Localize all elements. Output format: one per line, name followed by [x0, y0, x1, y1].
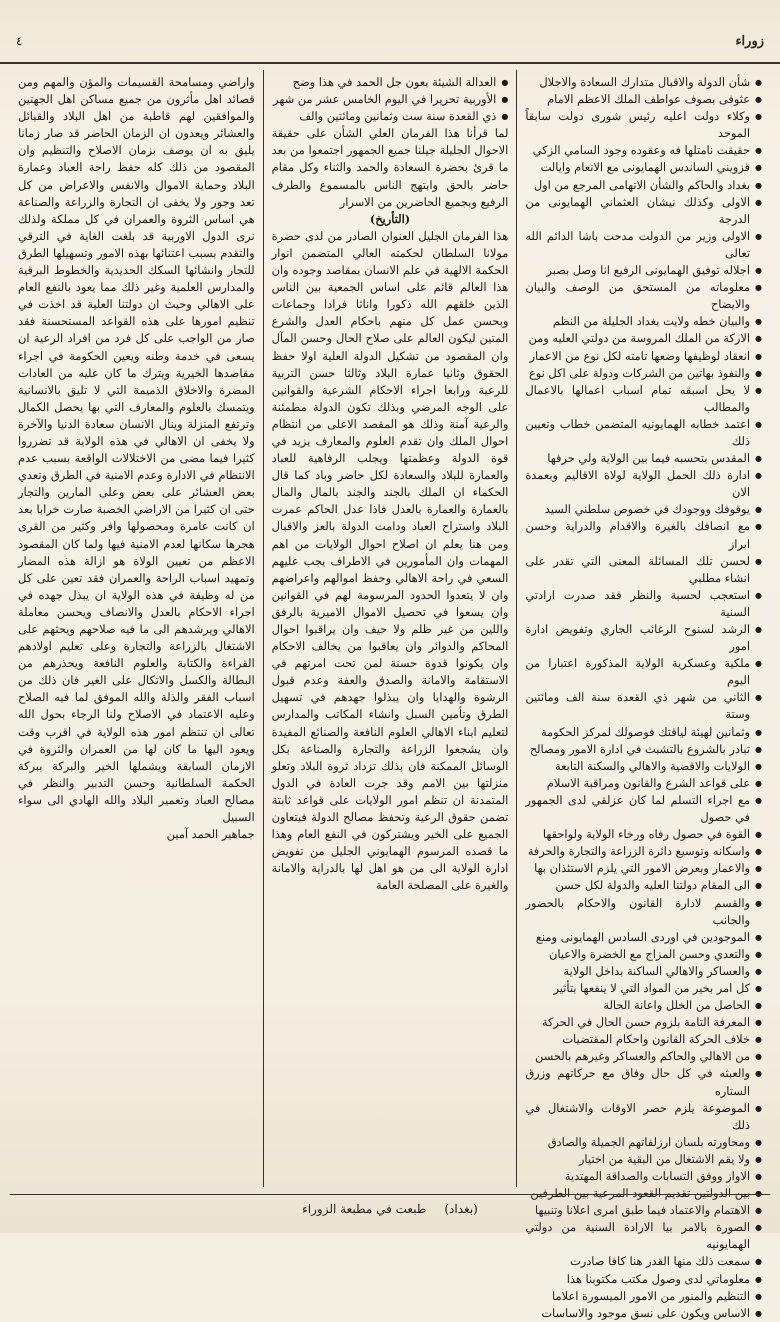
decree-list-item: ● استعجب لحسبة والنظر فقد صدرت ارادتي السنية — [525, 587, 762, 621]
decree-list — [525, 74, 762, 1322]
decree-list-item: ● وكلاء دولت اعليه رئيس شورى دولت سابقاً الموحد — [525, 108, 762, 142]
decree-list-item: ● التنظيم والمنور من الامور الميسورة اعلاما — [525, 1288, 762, 1305]
decree-list-item: ● ومحاورته بلسان ارزلفاتهم الجميلة والصادق — [525, 1134, 762, 1151]
decree-list-item: ● والنفوذ بهاتين من الشركات ودولة على اكل نوع — [525, 365, 762, 382]
decree-list-item: ● الحاصل من الخلل واعانة الحالة — [525, 997, 762, 1014]
middle-list-item: ● ذي القعدة سنة ست وثمانين ومائتين والف — [272, 108, 509, 125]
decree-list-item: ● حقيقت نامتلها فه وعقوده وجود السامي الزكي — [525, 142, 762, 159]
column-right — [517, 70, 770, 1320]
decree-list-item: ● معلوماته من المستحق من الوصف والبيان والايضاح — [525, 279, 762, 313]
middle-list-item: ● العدالة الشيئة بعون جل الحمد في هذا وضح — [272, 74, 509, 91]
decree-list-item: ● خلاف الحركة القانون واحكام المقتضيات — [525, 1031, 762, 1048]
decree-list-item: ● الموجودين في اوردى السادس الهمايونى ومنع — [525, 929, 762, 946]
decree-list-item: ● ولا يقم الاشتغال من البقية من اختيار — [525, 1151, 762, 1168]
decree-list-item: ● معلوماتي لدى وصول مكتب مكتوبنا هذا — [525, 1271, 762, 1288]
footer-press: طبعت في مطبعة الزوراء — [302, 1202, 427, 1216]
left-closing: جماهير الحمد آمين — [166, 827, 255, 842]
decree-list-item: ● ادارة ذلك الحمل الولاية لولاة الاقاليم وبعمدة الان — [525, 467, 762, 501]
decree-list-item: ● بين الدولتين تقديم القعود المرعية بين الطرفين — [525, 1185, 762, 1202]
decree-list-item: ● والعساكر والاهالي الساكنة بداخل الولاية — [525, 963, 762, 980]
middle-top-list — [272, 74, 509, 125]
decree-list-item: ● الولايات والاقضية والاهالي والسكنة التابعة — [525, 758, 762, 775]
decree-list-item: ● يوقوفك ووجودك في خصوص سلطني السيد — [525, 501, 762, 518]
decree-list-item: ● المقدس بتحسبه فيما بين الولاية ولي حرفها — [525, 450, 762, 467]
decree-list-item: ● اجلاله توفيق الهمايونى الرفيع انا وصل بصبر — [525, 262, 762, 279]
middle-body: هذا الفرمان الجليل العنوان الصادر من لدى حضرة مولانا السلطان لحكمته العالي المتضمن انوار الحكمة الالهية في علم الانسان بمقاصد وجوده وان هذا العالم قائم على اساس الجمعية بين الناس الذين خلقهم الله ذكورا واناثا فرادا وجماعات وبحسن عمل كل منهم باحكام العدل والشرع المتين ليكون العالم على صلاح الحال وحسن المآل وان المقصود من تشكيل الدولة العلية اولا حفظ الحقوق وثانيا عمارة البلاد وثالثا حسن التربية للرعية ورابعا اجراء الاحكام الشرعية والقوانين على الوجه المرضي وبذلك تكون الدولة مطمئنة والرعية آمنة وذلك هو المقصد الاعلى من انتظام احوال الملك وان تقدم العلوم والمعارف يزيد في قوة الدولة وعظمتها ويجلب الرفاهية للعباد والعمارة للبلاد والسعادة لكل حاضر وباد كما قال الحكماء ان الملك بالجند والجند بالمال والمال بالعمارة والعمارة بالعدل فاذا عدل الحاكم عمرت البلاد واستراح العباد ودامت الدولة بالعز والاقبال ومن هنا يعلم ان اصلاح احوال الولايات من اهم المهمات وان المأمورين في الاطراف يجب عليهم السعي في راحة الاهالي وحفظ اموالهم واعراضهم وان لا يتعدوا الحدود المرسومة لهم في القوانين وان يسعوا في تحصيل الاموال الاميرية بالرفق واللين من غير ظلم ولا حيف وان يراقبوا احوال المحاكم والدوائر وان يعاقبوا من يخالف الاحكام وان يكونوا قدوة حسنة لمن تحت امرتهم في الاستقامة والامانة والصدق والعفة وعدم قبول الرشوة والهدايا وان يبذلوا جهدهم في تسهيل الطرق وتأمين السبل وانشاء المكاتب والمدارس لتعليم ابناء الاهالي العلوم النافعة والصنائع المفيدة وان يشجعوا الزراعة والتجارة والصناعة بكل الوسائل الممكنة فان بذلك تزداد ثروة البلاد وتعلو منزلتها بين الامم وقد جرت العادة في الدول المتمدنة ان تنظم امور الولايات على قواعد ثابتة تضمن حقوق الرعية وتحفظ مصالح الدولة فيتعاون الجميع على الخير ويشتركون في النفع العام وهذا ما قصده المرسوم الهمايوني الجليل من تفويض ادارة الولاية الى من هو اهل لها بالدراية والامانة والغيرة على المصلحة العامة — [271, 228, 509, 893]
decree-list-item: ● واسكانه وتوسيع دائرة الزراعة والتجارة والحرفة — [525, 843, 762, 860]
decree-list-item: ● المعرفة التامة بلزوم حسن الحال في الحركة — [525, 1014, 762, 1031]
page-corner-mark: ٤ — [16, 34, 23, 48]
decree-list-item: ● الاولى وزير من الدولت مدحت باشا الدائم الله تعالى — [525, 228, 762, 262]
footer-city: (بغداد) — [444, 1202, 478, 1216]
decree-list-item: ● وثمانين لهيئة لياقتك فوصولك لمركز الحكومة — [525, 724, 762, 741]
decree-list-item: ● قزويني الساندس الهمايونى مع الانعام وايالت — [525, 159, 762, 176]
decree-list-item: ● اعتمد خطابه الهمايونيه المتضمن خطاب وتعيين ذلك — [525, 416, 762, 450]
decree-list-item: ● لحسن تلك المسائلة المعنى التي تقدر على انشاء مطلبي — [525, 553, 762, 587]
decree-list-item: ● الاهتمام والاعتماد فيما طبق امرى اعلانا وتنبيها — [525, 1202, 762, 1219]
decree-list-item: ● والعبثه في كل حال وفاق مع حركاتهم وزرق الستاره — [525, 1065, 762, 1099]
decree-list-item: ● بغداد والحاكم والشأن الاتهامى المرجع من اول — [525, 177, 762, 194]
decree-list-item: ● والبيان خطه ولايت بغداد الجليلة من النظم — [525, 313, 762, 330]
decree-list-item: ● الاولى وكذلك نيشان العثماني الهمايونى من الدرجة — [525, 194, 762, 228]
decree-list-item: ● الثاني من شهر ذي القعدة سنة الف ومائتين وستة — [525, 689, 762, 723]
decree-list-item: ● الاركة من الملك المروسة من دولتي العليه ومن — [525, 330, 762, 347]
page-footer — [10, 1194, 770, 1223]
left-body: واراضي ومسامحة القسيمات والمؤن والمهم ومن قصائد اهل مأثرون من جميع مساكن اهل الجهتين والموافقين لهم قاطبة من اهل البلاد والقبائل والعشائر ويعدون ان الزمان الحاضر قد صار زمانا يليق به ان يوصف بزمان الاصلاح والتنظيم وان المقصود من ذلك كله حفظ راحة العباد وعمارة البلاد وحماية الاموال والانفس والاعراض من كل تعد وجور ولا يخفى ان التجارة والزراعة والصناعة هي اساس الثروة والعمران في كل مملكة ولذلك نرى الدول الاوربية قد بلغت الغاية في الترقي والتقدم بسبب اعتنائها بهذه الامور وتسهيلها الطرق للتجار وانشائها السكك الحديدية والخطوط البرقية والمدارس العلمية وغير ذلك مما يعود بالنفع العام على الاهالي وحيث ان دولتنا العلية قد اخذت في تنظيم امورها على هذه القواعد المستحسنة فقد صار من الواجب على كل فرد من افراد الرعية ان يسعى في خدمة وطنه ويعين الحكومة في اجراء مقاصدها الخيرية ويترك ما كان عليه من العادات المضرة والاخلاق الذميمة التي لا تليق بالانسانية ويتمسك بالعلوم والمعارف التي بها يحصل الكمال وترتفع المنزلة وينال الانسان سعادة الدنيا والآخرة ولا يخفى ان الاهالي في هذه الولاية قد تضرروا كثيرا فيما مضى من الاختلالات الواقعة بسبب عدم الانتظام في الادارة وعدم الامنية في الطرق وتعدي بعض العشائر على بعض وعلى المارين والتجار حتى ان كثيرا من الاراضي الخصبة صارت خرابا بعد ان كانت عامرة ومحصولها وافر وكثير من القرى هجرها سكانها لعدم الامنية فيها ولما كان المقصود الاعظم من تعيين الولاة هو ازالة هذه المضار وتمهيد اسباب الراحة والعمران فقد تعين على كل من له وظيفة في هذه الولاية ان يبذل جهده في اجراء الاحكام بالعدل والانصاف ويحسن معاملة الاهالي ويرشدهم الى ما فيه صلاحهم ويحثهم على الاشتغال بالزراعة والتجارة وعلى تعليم اولادهم القراءة والكتابة والعلوم النافعة ويحذرهم من البطالة والكسل والاتكال على الغير فان ذلك من اسباب الفقر والذلة والله الموفق لما فيه الصلاح وعليه الاعتماد في الاصلاح ولنا الرجاء بحول الله تعالى ان تنتظم امور هذه الولاية في اقرب وقت ويعود اليها ما كان لها من العمران والثروة في الازمان السابقة ويشملها الخير والبركة ببركة الحكمة السلطانية وحسن التدبير والنظر في مصالح العباد وتعمير البلاد والله الهادي الى سواء السبيل — [17, 75, 255, 825]
decree-list-item: ● والتعدي وحسن المزاج مع الخضرة والاعيان — [525, 946, 762, 963]
decree-list-item: ● من الاهالي والحاكم والعساكر وغيرهم بالحسن — [525, 1048, 762, 1065]
decree-list-item: ● الرشد لسنوح الرغائب الجاري وتفويض ادارة امور — [525, 621, 762, 655]
decree-list-item: ● ملكية وعسكرية الولاية المذكورة اعتبارا من اليوم — [525, 655, 762, 689]
decree-list-item: ● انعقاد لوظيفها وضعها تامته لكل نوع من الاعمار — [525, 348, 762, 365]
middle-intro: لما قرأنا هذا الفرمان العلي الشأن على حقيقة الاحوال الجليلة جيلنا جميع الجمهور اجتمعوا من بعد ما قرئ بحضرة السعادة والحمد والثناء وكل مقام حاضر بالحق وابتهج الناس بالمسموع والطرف الرفيع وبجميع الحاضرين من الاسرار — [271, 126, 509, 209]
page-header — [0, 20, 780, 64]
decree-list-item: ● الموضوعة يلزم حصر الاوقات والاشتغال في ذلك — [525, 1100, 762, 1134]
middle-list-item: ● الأوربية تحريرا في اليوم الخامس عشر من شهر — [272, 91, 509, 108]
decree-list-item: ● والاعمار وبعرض الامور التي يلزم الاستئذان بها — [525, 860, 762, 877]
decree-list-item: ● عثوفى بصوف عواطف الملك الاعظم الامام — [525, 91, 762, 108]
decree-list-item: ● كل امر بخير من المواد التي لا ينفعها بتأثير — [525, 980, 762, 997]
decree-list-item: ● مع انصافك بالغيرة والاقدام والدراية وحسن ابراز — [525, 518, 762, 552]
decree-list-item: ● والقسم لادارة القانون والاحكام بالحضور والجانب — [525, 895, 762, 929]
decree-list-item: ● الى المقام دولتنا العليه والدولة لكل حسن — [525, 877, 762, 894]
decree-list-item: ● شأن الدولة والاقبال متدارك السعادة والاجلال — [525, 74, 762, 91]
decree-list-item: ● تبادر بالشروع بالتشبث في ادارة الامور ومصالح — [525, 741, 762, 758]
decree-list-item: ● الصورة بالامر بيا الارادة السنية من دولتي الهمايونيه — [525, 1219, 762, 1253]
page-number: زوراء — [735, 33, 764, 49]
decree-list-item: ● مع اجراء التسلم لما كان عزلقي لدى الجمهور في حصول — [525, 792, 762, 826]
decree-list-item: ● الاساس ويكون على نسق موجود والاساسات — [525, 1305, 762, 1322]
column-middle — [264, 70, 518, 1187]
column-left — [10, 70, 264, 1187]
decree-list-item: ● على قواعد الشرع والقانون ومراقبة الاسلام — [525, 775, 762, 792]
decree-list-item: ● القوة في حصول رفاه ورخاء الولاية ولواحقها — [525, 826, 762, 843]
decree-list-item: ● سمعت ذلك منها القدر هنا كافا صادرت — [525, 1253, 762, 1270]
decree-list-item: ● لا يحل اسبقه تمام اسباب اعمالها بالاعمال والمطالب — [525, 382, 762, 416]
section-heading: (التأريخ) — [369, 211, 411, 226]
decree-list-item: ● الاواز ووفق التسابات والصداقة المهتدية — [525, 1168, 762, 1185]
